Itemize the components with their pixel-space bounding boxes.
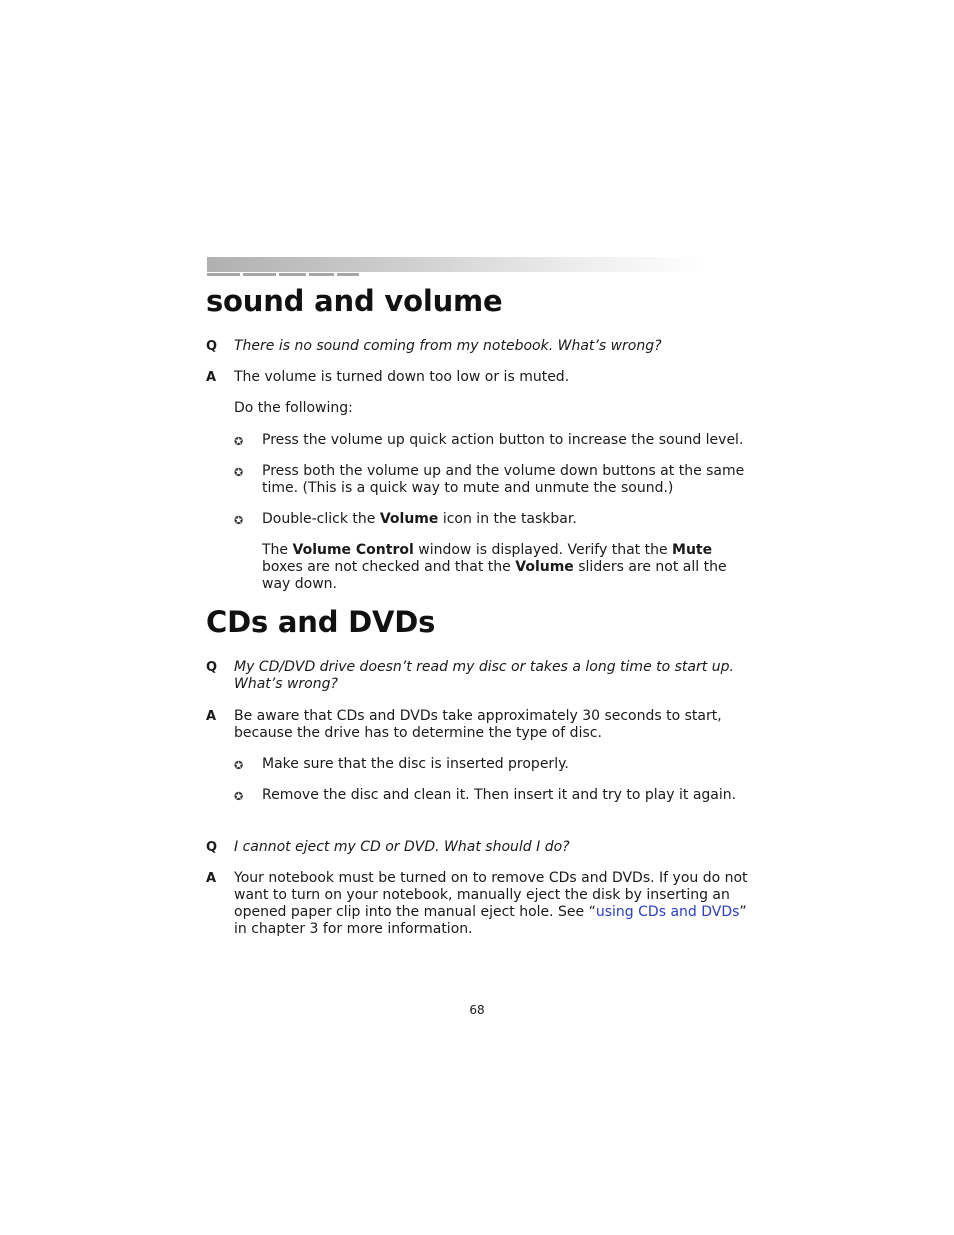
page-number: 68 (469, 1003, 485, 1017)
answer-text: The volume is turned down too low or is muted. (234, 369, 570, 385)
volume-note: The Volume Control window is displayed. Verify that the Mute boxes are not checked and that the Volume sliders are not all the way down. (262, 542, 727, 592)
answer-text: Your notebook must be turned on to remove CDs and DVDs. If you do not want to turn on your notebook, manually eject the disk by inserting an opened paper clip into the manual eject hole. See “using CDs and DVDs” in chapter 3 for more information. (234, 870, 748, 937)
bullet-icon: ✪ (234, 759, 244, 772)
question-text: My CD/DVD drive doesn’t read my disc or takes a long time to start up. What’s wrong? (234, 659, 734, 692)
a-label: A (206, 871, 217, 886)
bullet-icon: ✪ (234, 435, 244, 448)
a-label: A (206, 370, 217, 385)
answer-text: Be aware that CDs and DVDs take approximately 30 seconds to start, because the drive has to determine the type of disc. (234, 708, 722, 741)
question-text: I cannot eject my CD or DVD. What should I do? (234, 839, 570, 855)
bullet-icon: ✪ (234, 466, 244, 479)
header-gradient-band (207, 257, 707, 272)
section-title-sound: sound and volume (206, 284, 503, 318)
question-text: There is no sound coming from my notebook. What’s wrong? (234, 338, 662, 354)
q-label: Q (206, 660, 218, 675)
q-label: Q (206, 339, 218, 354)
bullet-icon: ✪ (234, 790, 244, 803)
bullet-icon: ✪ (234, 514, 244, 527)
cross-reference-link[interactable]: using CDs and DVDs (595, 904, 740, 920)
a-label: A (206, 709, 217, 724)
section-title-cds: CDs and DVDs (206, 605, 436, 639)
q-label: Q (206, 840, 218, 855)
